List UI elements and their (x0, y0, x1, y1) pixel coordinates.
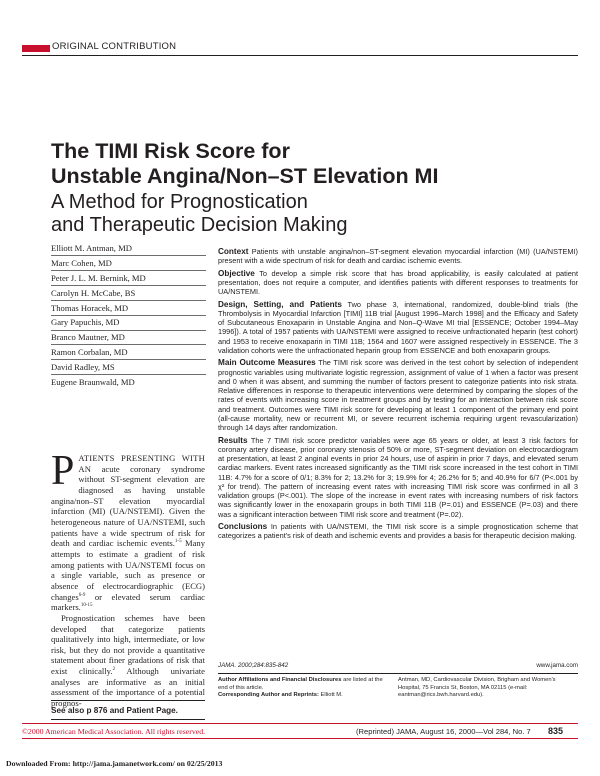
affil-label: Author Affiliations and Financial Disclosures (218, 677, 342, 683)
section-color-bar (22, 45, 50, 52)
abstract-text: Patients with unstable angina/non–ST-segment elevation myocardial infarction (MI) (UA/NSTEMI) present with a wide spectrum of risk for death and cardiac ischemic events. (218, 247, 578, 266)
intro-text-3: or elevated serum cardiac markers. (51, 591, 205, 613)
intro-lead: ATIENTS PRESENTING WITH AN (78, 453, 205, 474)
abstract-conclusions (218, 522, 578, 541)
citation-row (218, 662, 578, 669)
ref: 2 (112, 667, 116, 673)
abstract-label: Objective (218, 268, 255, 278)
abstract (218, 247, 578, 544)
author: Carolyn H. McCabe, BS (51, 288, 206, 301)
intro-paragraph-1 (51, 448, 206, 613)
affiliations-col-2: Antman, MD, Cardiovascular Division, Brigham and Women's Hospital, 75 Francis St, Boston, MA 02115 (e-mail: eantman@rics.bwh.harvard.edu). (398, 677, 556, 699)
abstract-label: Results (218, 435, 248, 445)
intro-text-2: Many attempts to estimate a gradient of risk among patients with UA/NSTEMI focus on a single variable, such as presence or absence of electrocardiographic (ECG) changes (51, 538, 206, 602)
author: Peter J. L. M. Bernink, MD (51, 273, 206, 286)
citation-rule (218, 673, 578, 674)
title-line-2: Unstable Angina/Non–ST Elevation MI (51, 164, 439, 188)
corresponding-text: Elliott M. (318, 692, 343, 699)
abstract-results (218, 436, 578, 519)
abstract-context (218, 247, 578, 266)
author: Branco Mautner, MD (51, 332, 206, 345)
abstract-label: Context (218, 247, 249, 256)
section-rule (22, 55, 578, 56)
copyright: ©2000 American Medical Association. All rights reserved. (22, 727, 206, 736)
ref: 10-15 (80, 603, 93, 609)
section-label: ORIGINAL CONTRIBUTION (52, 41, 177, 52)
affil-text: are listed at the end of this article. (218, 677, 383, 691)
intro-para2b: Although univariate analyses are informative as an initial assessment of the importance of a potential prognos- (51, 666, 205, 709)
article-subtitle (51, 191, 471, 237)
abstract-label: Conclusions (218, 521, 268, 531)
author: Gary Papuchis, MD (51, 317, 206, 330)
corresponding-label: Corresponding Author and Reprints: (218, 692, 319, 699)
author: Thomas Horacek, MD (51, 303, 206, 316)
author-list (51, 243, 206, 391)
author: Eugene Braunwald, MD (51, 377, 135, 388)
intro-paragraph-2 (51, 613, 205, 709)
abstract-design (218, 300, 578, 356)
intro-text-1: acute coronary syndrome without ST-segment elevation are diagnosed as having unstable angina/non–ST elevation myocardial infarction (MI) (UA/NSTEMI). Given the heterogeneous nature of UA/NSTEMI, such patients have a wide spectrum of risk for death and cardiac ischemic events. (51, 463, 205, 549)
abstract-label: Design, Setting, and Patients (218, 299, 342, 309)
ref: 6-9 (78, 592, 86, 598)
footer-rule (22, 723, 578, 724)
subtitle-line-2: and Therapeutic Decision Making (51, 214, 348, 236)
dropcap: P (51, 448, 75, 494)
intro-para2: Prognostication schemes have been developed that categorize patients qualitatively into high, intermediate, or low risk, but they do not provide a quantitative statement about finer gradations of risk that exist clinically. (51, 612, 205, 677)
abstract-text: The TIMI risk score was derived in the test cohort by selection of independent prognostic variables using multivariate logistic regression, assignment of value of 1 when a factor was present and 0 when it was absent, and summing the number of factors present to categorize patients into risk strata. Relative differences in response to therapeutic interventions were determined by comparing the slopes of the rates of events with increasing score in treatment groups and by testing for an interaction between risk score and treatment. Outcomes were TIMI risk score for developing at least 1 component of the primary end point (all-cause mortality, new or recurrent MI, or severe recurrent ischemia requiring urgent revascularization) through 14 days after randomization. (218, 358, 578, 433)
title-line-1: The TIMI Risk Score for (51, 139, 290, 163)
abstract-text: To develop a simple risk score that has broad applicability, is easily calculated at patient presentation, does not require a computer, and identifies patients with different responses to treatments for UA/NSTEMI. (218, 268, 578, 297)
affiliations-col-1 (218, 677, 388, 700)
journal-info: (Reprinted) JAMA, August 16, 2000—Vol 284, No. 7 (356, 727, 531, 736)
citation: JAMA. 2000;284:835-842 (218, 662, 289, 669)
intro-text (51, 448, 206, 709)
abstract-objective (218, 269, 578, 297)
download-notice: Downloaded From: http://jama.jamanetwork.com/ on 02/25/2013 (6, 759, 223, 768)
see-also-box: See also p 876 and Patient Page. (51, 700, 205, 720)
page-number: 835 (548, 726, 564, 736)
subtitle-line-1: A Method for Prognostication (51, 191, 308, 213)
article-title (51, 139, 471, 189)
abstract-text: In patients with UA/NSTEMI, the TIMI risk score is a simple prognostication scheme that categorizes a patient's risk of death and ischemic events and provides a basis for therapeutic decision making. (218, 521, 578, 541)
footer-bottom-rule (22, 738, 578, 739)
author: David Radley, MS (51, 362, 206, 375)
abstract-label: Main Outcome Measures (218, 358, 316, 368)
abstract-text: Two phase 3, international, randomized, double-blind trials (the Thrombolysis in Myocardial Infarction [TIMI] 11B trial [August 1996–March 1998] and the Efficacy and Safety of Subcutaneous Enoxaparin in Unstable Angina and Non–Q-Wave MI trial [ESSENCE; October 1994–May 1996]). A total of 1957 patients with UA/NSTEMI were assigned to receive unfractionated heparin (test cohort) and 1953 to receive enoxaparin in TIMI 11B; 1564 and 1607 were assigned respectively in ESSENCE. The 3 validation cohorts were the unfractionated heparin group from ESSENCE and both enoxaparin groups. (218, 299, 578, 355)
ref: 1-5 (174, 539, 182, 545)
author: Ramon Corbalan, MD (51, 347, 206, 360)
author: Elliott M. Antman, MD (51, 243, 206, 256)
author: Marc Cohen, MD (51, 258, 206, 271)
abstract-text: The 7 TIMI risk score predictor variables were age 65 years or older, at least 3 risk factors for coronary artery disease, prior coronary stenosis of 50% or more, ST-segment deviation on electrocardiogram at presentation, at least 2 anginal events in prior 24 hours, use of aspirin in prior 7 days, and elevated serum cardiac markers. Event rates increased significantly as the TIMI risk score increased in the test cohort in TIMI 11B: 4.7% for a score of 0/1; 8.3% for 2; 13.2% for 3; 19.9% for 4; 26.2% for 5; and 40.9% for 6/7 (P<.001 by χ² for trend). The pattern of increasing event rates with increasing TIMI risk score was confirmed in all 3 validation groups (P<.001). The slope of the increase in event rates with increasing numbers of risk factors was significantly lower in the enoxaparin groups in both TIMI 11B (P=.01) and ESSENCE (P=.03) and there was a significant interaction between TIMI risk score and treatment (P=.02). (218, 435, 578, 519)
website-link[interactable]: www.jama.com (536, 662, 578, 669)
abstract-measures (218, 358, 578, 432)
